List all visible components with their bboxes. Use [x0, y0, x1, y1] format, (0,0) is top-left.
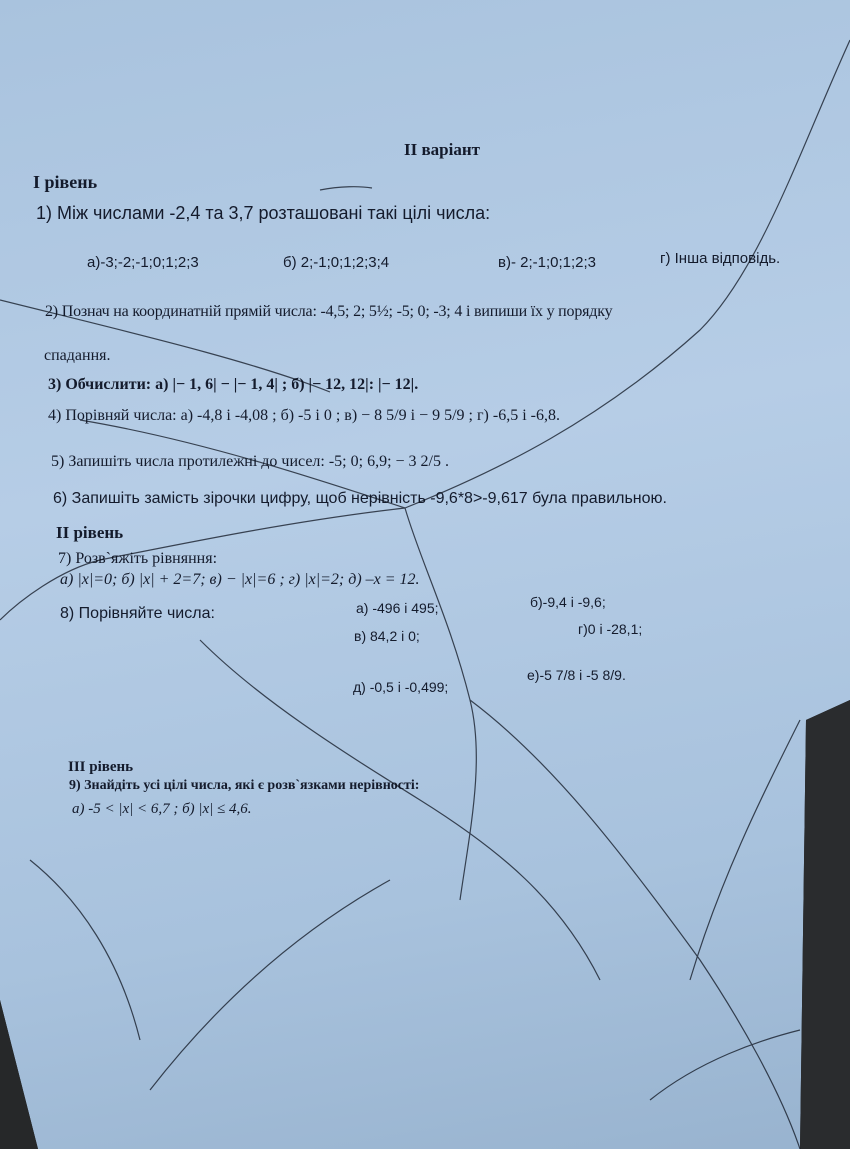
question-7-equations: а) |x|=0; б) |x| + 2=7; в) − |x|=6 ; г) |x|=2; д) –x = 12.: [60, 571, 420, 588]
q1-option-a: а)-3;-2;-1;0;1;2;3: [87, 254, 199, 271]
question-1: 1) Між числами -2,4 та 3,7 розташовані такі цілі числа:: [36, 203, 491, 223]
question-2-line2: спадання.: [44, 347, 111, 364]
question-4: 4) Порівняй числа: а) -4,8 і -4,08 ; б) -5 і 0 ; в) − 8 5/9 і − 9 5/9 ; г) -6,5 і -6,8.: [48, 407, 560, 424]
q8-v: в) 84,2 і 0;: [354, 628, 420, 644]
q8-d: д) -0,5 і -0,499;: [353, 679, 449, 695]
level2-heading: II рівень: [56, 523, 124, 542]
q8-e: е)-5 7/8 і -5 8/9.: [527, 667, 626, 683]
level3-heading: III рівень: [68, 759, 134, 775]
q1-option-g: г) Інша відповідь.: [660, 250, 781, 267]
q1-option-b: б) 2;-1;0;1;2;3;4: [283, 254, 390, 271]
question-8: 8) Порівняйте числа:: [60, 605, 215, 622]
q8-b: б)-9,4 і -9,6;: [530, 594, 606, 610]
q8-g: г)0 і -28,1;: [578, 621, 643, 637]
question-9-inequalities: а) -5 < |x| < 6,7 ; б) |x| ≤ 4,6.: [72, 801, 252, 817]
question-7: 7) Розв`яжіть рівняння:: [58, 550, 218, 567]
question-2-line1: 2) Познач на координатній прямій числа: -4,5; 2; 5½; -5; 0; -3; 4 і випиши їх у порядку: [45, 303, 613, 320]
question-3: 3) Обчислити: а) |− 1, 6| − |− 1, 4| ; б) |− 12, 12|: |− 12|.: [48, 376, 419, 393]
question-5: 5) Запишіть числа протилежні до чисел: -5; 0; 6,9; − 3 2/5 .: [51, 453, 449, 470]
variant-title: II варіант: [404, 140, 480, 159]
level1-heading: I рівень: [33, 172, 98, 192]
question-9: 9) Знайдіть усі цілі числа, які є розв`язками нерівності:: [69, 778, 420, 793]
q8-a: а) -496 і 495;: [356, 600, 439, 616]
q1-option-v: в)- 2;-1;0;1;2;3: [498, 254, 597, 271]
question-6: 6) Запишіть замість зірочки цифру, щоб нерівність -9,6*8>-9,617 була правильною.: [53, 490, 667, 507]
